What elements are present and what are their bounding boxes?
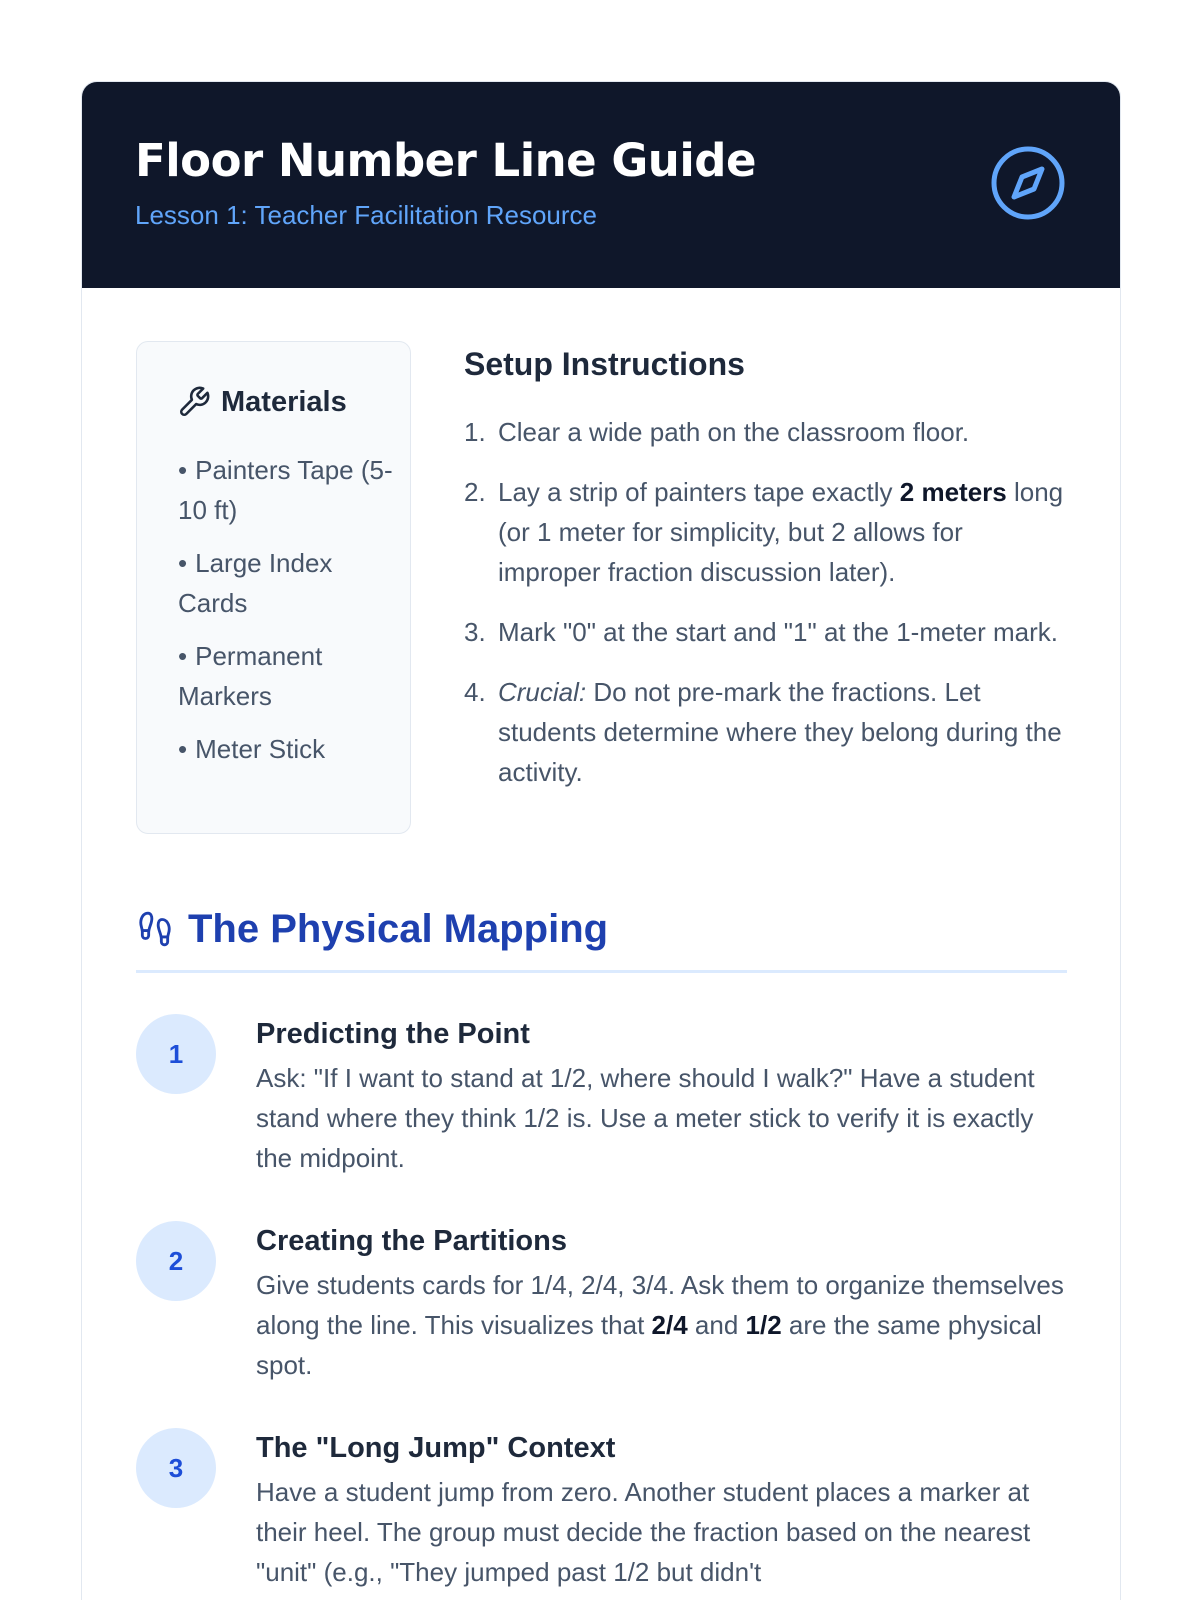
step-number-badge: 1 <box>136 1014 216 1094</box>
section-divider <box>136 970 1067 973</box>
setup-step-number: 1. <box>464 417 486 447</box>
setup-step <box>464 412 1064 452</box>
step-text-emphasis: 1/2 <box>745 1310 782 1340</box>
mapping-title: The Physical Mapping <box>188 906 609 951</box>
setup-step-text: long (or 1 meter for simplicity, but 2 allows for improper fraction discussion later). <box>498 477 1064 587</box>
setup-step-text: Do not pre-mark the fractions. Let students determine where they belong during the activity. <box>498 677 1062 787</box>
setup-step-number: 2. <box>464 477 486 507</box>
setup-step-number: 4. <box>464 677 486 707</box>
setup-title: Setup Instructions <box>464 346 745 382</box>
step-text-part: are the same physical spot. <box>256 1310 1042 1380</box>
materials-panel <box>136 341 411 834</box>
materials-item: • Permanent Markers <box>178 636 393 716</box>
footprints-icon <box>136 909 174 949</box>
step-text-emphasis: 2/4 <box>651 1310 688 1340</box>
setup-step-number: 3. <box>464 617 486 647</box>
wrench-icon <box>177 385 211 419</box>
setup-step-text: Clear a wide path on the classroom floor. <box>498 417 970 447</box>
setup-step <box>464 612 1064 652</box>
step-body <box>256 1428 1067 1592</box>
step-title: Creating the Partitions <box>256 1225 567 1257</box>
step-title: The "Long Jump" Context <box>256 1432 616 1464</box>
setup-list <box>464 412 1064 792</box>
compass-icon <box>990 145 1066 221</box>
guide-card <box>81 81 1121 1600</box>
step-text-part: Give students cards for 1/4, 2/4, 3/4. Ask them to organize themselves along the line. This visualizes that <box>256 1270 1064 1340</box>
mapping-header <box>136 905 608 953</box>
materials-item: • Large Index Cards <box>178 543 393 623</box>
materials-item: • Meter Stick <box>178 729 393 769</box>
step-number-badge: 2 <box>136 1221 216 1301</box>
step-text: Have a student jump from zero. Another student places a marker at their heel. The group must decide the fraction based on the nearest "unit" (e.g., "They jumped past 1/2 but didn't <box>256 1477 1031 1587</box>
step-text <box>256 1265 1067 1385</box>
setup-step-text: Lay a strip of painters tape exactly <box>498 477 900 507</box>
step-number-badge: 3 <box>136 1428 216 1508</box>
step-text-part: and <box>687 1310 746 1340</box>
setup-section <box>464 344 1064 812</box>
step-title: Predicting the Point <box>256 1018 530 1050</box>
setup-step <box>464 472 1064 592</box>
step-body <box>256 1221 1067 1385</box>
materials-item: • Painters Tape (5-10 ft) <box>178 450 393 530</box>
step-body <box>256 1014 1067 1178</box>
step-text: Ask: "If I want to stand at 1/2, where should I walk?" Have a student stand where they think 1/2 is. Use a meter stick to verify it is exactly the midpoint. <box>256 1063 1035 1173</box>
materials-header <box>177 384 347 420</box>
materials-list <box>178 450 393 782</box>
setup-step <box>464 672 1064 792</box>
setup-step-emphasis: 2 meters <box>899 477 1007 507</box>
page-title: Floor Number Line Guide <box>135 134 756 187</box>
page-subtitle: Lesson 1: Teacher Facilitation Resource <box>135 200 597 230</box>
setup-step-crucial: Crucial: <box>498 677 587 707</box>
materials-title: Materials <box>221 385 347 418</box>
header <box>82 82 1120 288</box>
setup-step-text: Mark "0" at the start and "1" at the 1-meter mark. <box>498 617 1059 647</box>
